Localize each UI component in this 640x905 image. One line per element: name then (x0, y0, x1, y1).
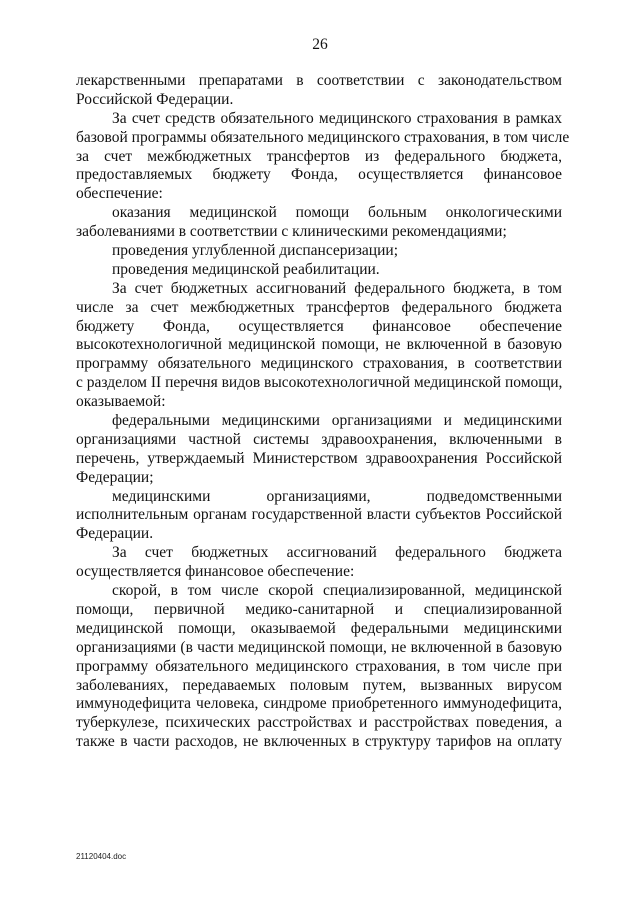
text-line: скорой, в том числе скорой специализированной, медицинской (112, 582, 562, 600)
text-line: За счет средств обязательного медицинского страхования в рамках (112, 109, 562, 127)
text-line: программу обязательного медицинского страхования, в соответствии (76, 355, 562, 373)
document-body (76, 72, 570, 752)
text-line: туберкулезе, психических расстройствах и расстройствах поведения, а (76, 714, 562, 732)
text-line: Федерации. (76, 525, 154, 543)
text-line: иммунодефицита человека, синдроме приобретенного иммунодефицита, (76, 695, 562, 713)
text-line: Федерации; (76, 468, 154, 486)
text-line: обеспечение: (76, 185, 163, 203)
text-line: программу обязательного медицинского страхования, в том числе при (76, 657, 562, 675)
text-line: Российской Федерации. (76, 90, 234, 108)
text-line: лекарственными препаратами в соответствии с законодательством (76, 72, 562, 89)
text-line: заболеваниях, передаваемых половым путем, вызванных вирусом (76, 676, 562, 694)
text-line: проведения медицинской реабилитации. (112, 260, 380, 278)
text-line: перечень, утверждаемый Министерством здравоохранения Российской (76, 449, 562, 467)
text-line: за счет межбюджетных трансфертов из федерального бюджета, (76, 147, 562, 165)
text-line: предоставляемых бюджету Фонда, осуществляется финансовое (76, 166, 562, 184)
text-line: оказываемой: (76, 393, 166, 411)
text-line: медицинскими организациями, подведомственными (112, 487, 562, 505)
text-line: помощи, первичной медико-санитарной и специализированной (76, 600, 562, 618)
text-line: также в части расходов, не включенных в структуру тарифов на оплату (76, 733, 562, 751)
text-line: За счет бюджетных ассигнований федерального бюджета, в том (112, 279, 562, 297)
text-line: проведения углубленной диспансеризации; (112, 242, 399, 260)
text-line: За счет бюджетных ассигнований федерального бюджета (112, 544, 562, 562)
text-line: бюджету Фонда, осуществляется финансовое обеспечение (76, 317, 562, 335)
text-line: оказания медицинской помощи больным онкологическими (112, 204, 562, 222)
text-line: федеральными медицинскими организациями и медицинскими (112, 412, 562, 430)
page-number: 26 (312, 36, 328, 53)
text-line: числе за счет межбюджетных трансфертов федерального бюджета (76, 298, 562, 316)
text-line: базовой программы обязательного медицинского страхования, в том числе (76, 128, 570, 146)
text-line: организациями частной системы здравоохранения, включенными в (76, 430, 562, 448)
text-line: заболеваниями в соответствии с клиническими рекомендациями; (76, 223, 507, 241)
text-line: организациями (в части медицинской помощи, не включенной в базовую (76, 638, 562, 656)
text-line: медицинской помощи, оказываемой федеральными медицинскими (76, 619, 562, 637)
text-line: осуществляется финансовое обеспечение: (76, 563, 355, 581)
text-line: высокотехнологичной медицинской помощи, не включенной в базовую (76, 336, 562, 354)
file-name-footer: 21120404.doc (76, 852, 127, 861)
text-line: исполнительным органам государственной власти субъектов Российской (76, 506, 562, 524)
text-line: с разделом II перечня видов высокотехнологичной медицинской помощи, (76, 374, 563, 392)
